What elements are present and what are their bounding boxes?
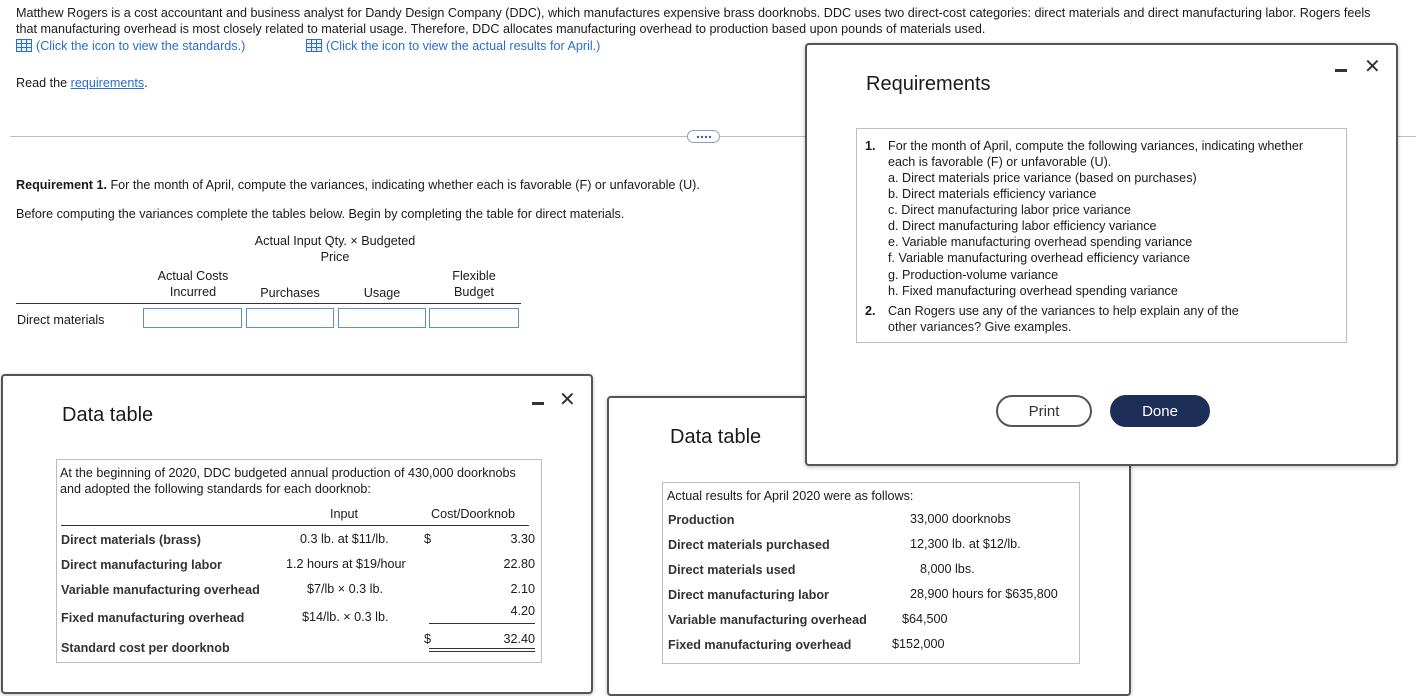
window-title: Requirements	[866, 73, 991, 95]
row-cost: 4.20	[510, 604, 535, 618]
row-dollar: $	[424, 632, 432, 646]
group-header-line-1: Actual Input Qty. × Budgeted	[254, 234, 416, 248]
close-icon[interactable]: ✕	[559, 389, 576, 411]
row-label: Fixed manufacturing overhead	[668, 638, 852, 652]
row-input: 1.2 hours at $19/hour	[286, 557, 406, 571]
total-rule-1	[429, 648, 535, 649]
row-label: Direct materials purchased	[668, 538, 830, 552]
actual-results-link-text[interactable]: (Click the icon to view the actual results for April.)	[326, 39, 601, 53]
standards-link-text[interactable]: (Click the icon to view the standards.)	[36, 39, 246, 53]
read-requirements	[16, 76, 148, 90]
col-flexible-budget-line-1: Flexible	[452, 269, 496, 283]
row-value: 12,300 lb. at $12/lb.	[910, 537, 1021, 551]
row-input: $14/lb. × 0.3 lb.	[302, 610, 389, 624]
sub-item-g: g. Production-volume variance	[888, 268, 1059, 282]
col-actual-costs-line-2: Incurred	[169, 285, 217, 299]
row-value: $64,500	[902, 612, 948, 626]
expand-more-button[interactable]	[687, 130, 720, 143]
direct-materials-table	[0, 230, 530, 340]
sub-item-a: a. Direct materials price variance (based on purchases)	[888, 171, 1197, 185]
item-2-number: 2.	[865, 304, 876, 318]
col-actual-costs	[143, 268, 243, 300]
row-value: 8,000 lbs.	[920, 562, 975, 576]
purchases-input[interactable]	[246, 308, 334, 328]
row-input: $7/lb × 0.3 lb.	[307, 582, 383, 596]
row-label: Direct materials used	[668, 563, 796, 577]
instructions-text: Before computing the variances complete the tables below. Begin by completing the table for direct materials.	[16, 207, 625, 221]
standards-data-table-window	[1, 374, 593, 694]
total-rule-2	[429, 651, 535, 652]
col-actual-costs-line-1: Actual Costs	[157, 269, 229, 283]
row-value: 33,000 doorknobs	[910, 512, 1011, 526]
group-header-line-2: Price	[320, 250, 350, 264]
standards-intro-line-2: and adopted the following standards for each doorknob:	[60, 482, 371, 496]
row-cost: 2.10	[510, 582, 535, 596]
item-1-number: 1.	[865, 139, 876, 153]
item-2-line-1: Can Rogers use any of the variances to help explain any of the	[888, 304, 1239, 318]
row-label: Direct manufacturing labor	[668, 588, 829, 602]
row-label: Variable manufacturing overhead	[61, 583, 260, 597]
actual-intro: Actual results for April 2020 were as follows:	[667, 489, 914, 503]
actual-costs-input[interactable]	[143, 308, 242, 328]
ellipsis-icon[interactable]	[694, 134, 714, 140]
requirement-1-text	[16, 178, 700, 192]
col-purchases: Purchases	[260, 286, 320, 300]
sub-item-e: e. Variable manufacturing overhead spending variance	[888, 235, 1193, 249]
window-title: Data table	[62, 404, 154, 426]
sub-item-b: b. Direct materials efficiency variance	[888, 187, 1097, 201]
standards-table	[56, 459, 542, 663]
sub-item-h: h. Fixed manufacturing overhead spending variance	[888, 284, 1178, 298]
done-button[interactable]: Done	[1110, 395, 1210, 427]
row-cost: 3.30	[510, 532, 535, 546]
row-label-direct-materials: Direct materials	[17, 313, 105, 327]
row-value: $152,000	[892, 637, 945, 651]
read-suffix: .	[144, 76, 148, 90]
sub-item-c: c. Direct manufacturing labor price variance	[888, 203, 1131, 217]
print-button[interactable]: Print	[996, 395, 1092, 427]
requirements-list	[856, 128, 1347, 343]
intro-line-2: that manufacturing overhead is most closely related to material usage. Therefore, DDC allocates manufacturing overhead to production based upon pounds of materials used.	[16, 22, 986, 36]
intro-line-1: Matthew Rogers is a cost accountant and business analyst for Dandy Design Company (DDC), which manufactures expensive brass doorknobs. DDC uses two direct-cost categories: direct materials and direct manufacturing labor. Rogers feels	[16, 6, 1371, 20]
item-1-line-1: For the month of April, compute the following variances, indicating whether	[888, 139, 1304, 153]
requirements-window	[805, 43, 1398, 466]
window-title: Data table	[670, 426, 762, 448]
item-2-line-2: other variances? Give examples.	[888, 320, 1072, 334]
read-prefix: Read the	[16, 76, 71, 90]
table-grid-icon[interactable]	[306, 39, 322, 52]
table-grid-icon[interactable]	[16, 39, 32, 52]
col-flexible-budget-line-2: Budget	[454, 285, 494, 299]
actual-results-link[interactable]	[306, 38, 600, 54]
row-label: Standard cost per doorknob	[61, 641, 230, 655]
minimize-icon[interactable]	[1335, 69, 1347, 72]
row-label: Direct materials (brass)	[61, 533, 201, 547]
row-dollar: $	[424, 532, 432, 546]
header-rule	[16, 303, 521, 304]
header-rule	[61, 525, 529, 526]
group-header	[225, 233, 445, 265]
row-label: Fixed manufacturing overhead	[61, 611, 245, 625]
row-input: 0.3 lb. at $11/lb.	[300, 532, 389, 546]
requirement-1-desc: For the month of April, compute the variances, indicating whether each is favorable (F) or unfavorable (U).	[106, 178, 700, 192]
row-cost: 32.40	[503, 632, 535, 646]
requirement-1-label: Requirement 1.	[16, 178, 107, 192]
close-icon[interactable]: ✕	[1364, 56, 1381, 78]
row-value: 28,900 hours for $635,800	[910, 587, 1058, 601]
sub-item-d: d. Direct manufacturing labor efficiency variance	[888, 219, 1157, 233]
requirements-link[interactable]: requirements	[70, 76, 145, 90]
item-1-line-2: each is favorable (F) or unfavorable (U).	[888, 155, 1112, 169]
row-label: Production	[668, 513, 735, 527]
subtotal-rule	[429, 623, 535, 624]
actual-results-table	[662, 482, 1080, 664]
row-label: Variable manufacturing overhead	[668, 613, 867, 627]
sub-item-f: f. Variable manufacturing overhead efficiency variance	[888, 251, 1190, 265]
standards-link[interactable]	[16, 38, 245, 54]
col-usage: Usage	[363, 286, 401, 300]
row-cost: 22.80	[503, 557, 535, 571]
col-header-cost: Cost/Doorknob	[431, 507, 515, 521]
flexible-budget-input[interactable]	[429, 308, 519, 328]
standards-intro-line-1: At the beginning of 2020, DDC budgeted annual production of 430,000 doorknobs	[60, 466, 516, 480]
usage-input[interactable]	[338, 308, 426, 328]
row-label: Direct manufacturing labor	[61, 558, 222, 572]
col-flexible-budget	[429, 268, 519, 300]
col-header-input: Input	[330, 507, 359, 521]
minimize-icon[interactable]	[532, 402, 544, 405]
